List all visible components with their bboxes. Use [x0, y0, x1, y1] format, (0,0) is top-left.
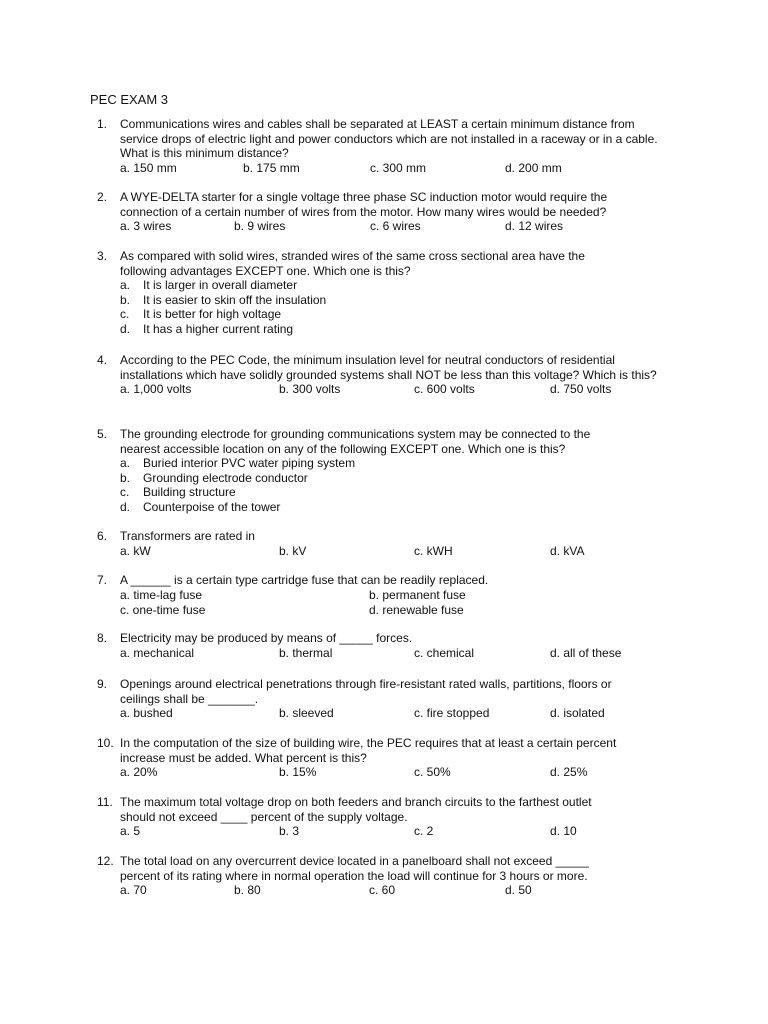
option-d: d. 12 wires: [505, 219, 564, 233]
question-text: Transformers are rated in: [120, 529, 255, 543]
question-12: [97, 854, 672, 898]
option-b: b. Grounding electrode conductor: [120, 470, 308, 485]
option-a: a. bushed: [120, 706, 173, 720]
option-a: a. It is larger in overall diameter: [120, 278, 298, 292]
option-c: c. chemical: [414, 645, 475, 660]
question-text: A WYE-DELTA starter for a single voltage three phase SC induction motor would require the connection of a certain number of wires from the motor. How many wires would be needed?: [120, 190, 608, 219]
question-text: Communications wires and cables shall be separated at LEAST a certain minimum distance from service drops of electric light and power conductors which are not installed in a raceway or in a cable. What is this minimum distance?: [120, 117, 658, 160]
question-text: As compared with solid wires, stranded wires of the same cross sectional area have the following advantages EXCEPT one. Which one is this?: [120, 249, 585, 278]
option-a: a. 1,000 volts: [120, 382, 192, 396]
answer-options: [120, 765, 672, 780]
option-b: b. kV: [279, 543, 307, 558]
option-c: c. 50%: [414, 765, 451, 779]
option-c: c. It is better for high voltage: [120, 307, 282, 321]
option-d: d. 50: [505, 883, 532, 897]
option-a: a. 20%: [120, 765, 158, 779]
option-c: c. Building structure: [120, 485, 236, 499]
option-d: d. 25%: [550, 765, 588, 779]
answer-options: [120, 278, 672, 336]
question-number: 10.: [97, 736, 114, 750]
option-b: b. 175 mm: [243, 160, 300, 175]
question-text: According to the PEC Code, the minimum insulation level for neutral conductors of residential installations which have solidly grounded systems shall NOT be less than this voltage? Which is this?: [120, 353, 657, 382]
option-b: b. thermal: [279, 645, 333, 660]
question-text: The maximum total voltage drop on both feeders and branch circuits to the farthest outlet should not exceed ____ percent of the supply voltage.: [120, 795, 592, 824]
option-c: c. 60: [369, 883, 396, 897]
answer-options: [120, 161, 672, 176]
option-d: d. 750 volts: [550, 382, 612, 396]
question-number: 8.: [97, 631, 108, 645]
option-c: c. kWH: [414, 543, 453, 558]
option-b: b. sleeved: [279, 706, 334, 720]
answer-options: [120, 883, 672, 898]
question-number: 4.: [97, 353, 108, 367]
answer-options-row-2: [120, 603, 672, 618]
question-text: A ______ is a certain type cartridge fuse that can be readily replaced.: [120, 573, 489, 587]
option-b: b. 15%: [279, 765, 317, 779]
option-d: d. kVA: [550, 543, 585, 558]
option-d: d. Counterpoise of the tower: [120, 499, 281, 514]
question-text: The total load on any overcurrent device located in a panelboard shall not exceed _____ percent of its rating where in normal operation the load will continue for 3 hours or more.: [120, 854, 589, 883]
question-10: [97, 736, 672, 780]
option-d: d. 10: [550, 824, 577, 838]
question-text: Openings around electrical penetrations through fire-resistant rated walls, partitions, floors or ceilings shall be _______.: [120, 677, 612, 706]
question-text: The grounding electrode for grounding communications system may be connected to the nearest accessible location on any of the following EXCEPT one. Which one is this?: [120, 427, 591, 456]
answer-options: [120, 456, 672, 514]
question-11: [97, 795, 672, 839]
question-8: [97, 631, 672, 661]
question-5: [97, 427, 672, 514]
question-number: 5.: [97, 427, 108, 441]
option-c: c. 6 wires: [370, 219, 421, 233]
option-c: c. fire stopped: [414, 706, 490, 720]
question-9: [97, 677, 672, 721]
option-a: a. 150 mm: [120, 160, 177, 175]
option-b: b. 80: [234, 883, 261, 897]
option-c: c. 300 mm: [370, 160, 427, 175]
option-c: c. 600 volts: [414, 382, 475, 396]
question-number: 12.: [97, 854, 114, 868]
option-d: d. renewable fuse: [369, 602, 464, 617]
option-c: c. one-time fuse: [120, 602, 206, 617]
option-a: a. 70: [120, 883, 147, 897]
question-number: 9.: [97, 677, 108, 691]
question-number: 3.: [97, 249, 108, 263]
option-b: b. 9 wires: [234, 219, 286, 233]
question-1: [97, 117, 672, 176]
question-number: 1.: [97, 117, 108, 131]
question-text: Electricity may be produced by means of _____ forces.: [120, 631, 413, 645]
question-2: [97, 190, 672, 234]
answer-options-row-1: [120, 588, 672, 603]
option-b: b. 3: [279, 824, 300, 838]
question-number: 7.: [97, 573, 108, 587]
option-a: a. time-lag fuse: [120, 587, 203, 602]
question-7: [97, 573, 672, 618]
page-title: PEC EXAM 3: [90, 92, 169, 107]
question-6: [97, 529, 672, 559]
answer-options: [120, 219, 672, 234]
option-b: b. It is easier to skin off the insulation: [120, 292, 327, 307]
answer-options: [120, 706, 672, 721]
option-a: a. mechanical: [120, 645, 195, 660]
option-b: b. 300 volts: [279, 382, 341, 396]
option-d: d. all of these: [550, 645, 622, 660]
option-a: a. kW: [120, 543, 151, 558]
question-3: [97, 249, 672, 336]
question-number: 2.: [97, 190, 108, 204]
answer-options: [120, 824, 672, 839]
option-a: a. 3 wires: [120, 219, 172, 233]
question-number: 6.: [97, 529, 108, 543]
answer-options: [120, 646, 672, 661]
option-c: c. 2: [414, 824, 434, 838]
option-d: d. 200 mm: [505, 160, 562, 175]
answer-options: [120, 544, 672, 559]
answer-options: [120, 382, 672, 397]
option-d: d. isolated: [550, 706, 605, 720]
option-a: a. 5: [120, 824, 141, 838]
question-text: In the computation of the size of building wire, the PEC requires that at least a certain percent increase must be added. What percent is this?: [120, 736, 617, 765]
option-b: b. permanent fuse: [369, 587, 466, 602]
option-a: a. Buried interior PVC water piping system: [120, 456, 356, 470]
question-4: [97, 353, 672, 397]
question-number: 11.: [97, 795, 113, 809]
option-d: d. It has a higher current rating: [120, 321, 294, 336]
